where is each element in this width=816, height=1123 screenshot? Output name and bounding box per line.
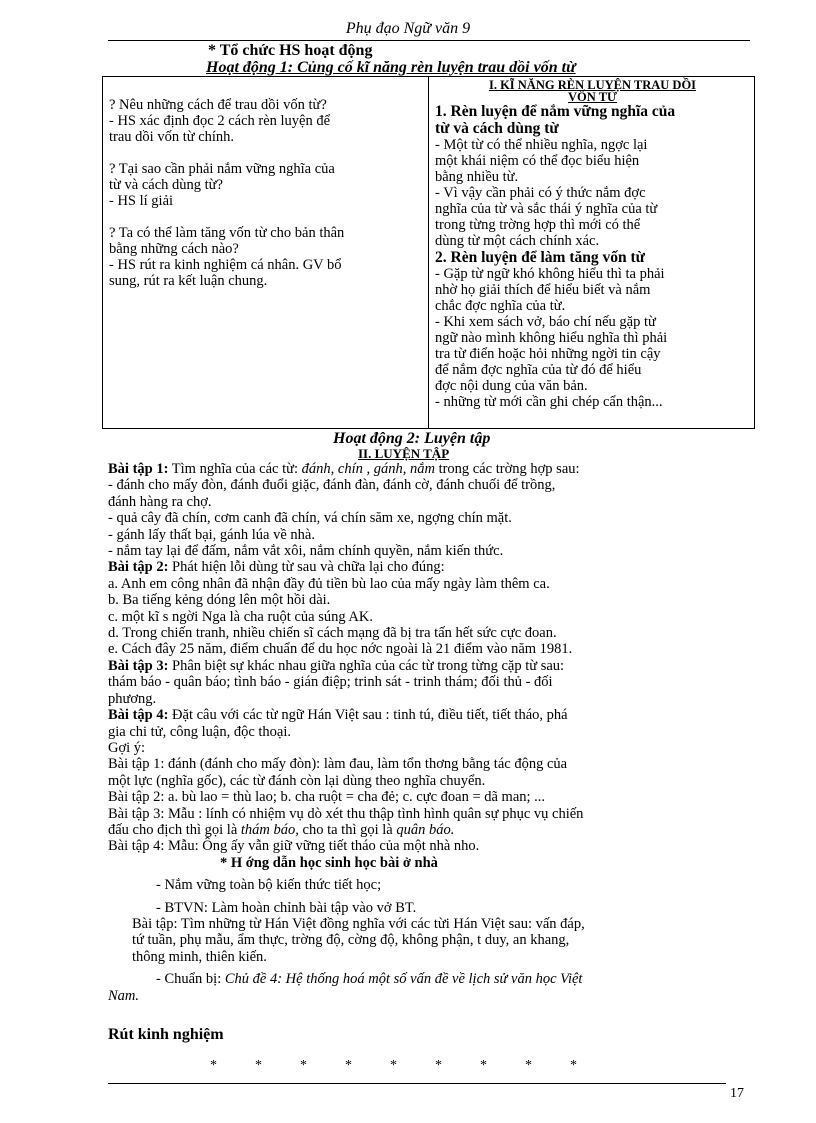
exercise-line: c. một kĩ s ngời Nga là cha ruột của súng AK.: [108, 608, 373, 625]
exercise-line: - nắm tay lại để đấm, nắm vắt xôi, nắm chính quyền, nắm kiến thức.: [108, 543, 504, 560]
content-line: trong từng trờng hợp thì mới có thể: [435, 217, 641, 233]
exercise-line: b. Ba tiếng kẻng dóng lên một hồi dài.: [108, 592, 331, 609]
question-line: bằng những cách nào?: [109, 241, 239, 257]
exercise-line: e. Cách đây 25 năm, điểm chuẩn để du học nớc ngoài là 21 điểm vào năm 1981.: [108, 641, 573, 658]
question-line: - HS rút ra kinh nghiệm cá nhân. GV bổ: [109, 257, 342, 273]
homework-line: tứ tuần, phụ mẫu, ẩm thực, trờng độ, cờng độ, không phận, t duy, an khang,: [132, 932, 570, 949]
content-line: một khái niệm có thể đọc biểu hiện: [435, 153, 640, 169]
hint-line: một lực (nghĩa gốc), các từ đánh còn lại dùng theo nghĩa chuyển.: [108, 772, 486, 789]
question-line: [109, 209, 424, 225]
question-line: [109, 145, 424, 161]
prepare-line-cont: Nam.: [108, 987, 140, 1004]
content-line: nghĩa của từ và sắc thái ý nghĩa của từ: [435, 201, 658, 217]
hint-label: Gợi ý:: [108, 739, 146, 756]
content-line: ngữ nào mình không hiểu nghĩa thì phải: [435, 330, 668, 346]
section1-heading-cont: VỐN TỪ: [568, 90, 617, 104]
star-mark: *: [570, 1058, 577, 1073]
experience-heading: Rút kinh nghiệm: [108, 1026, 224, 1043]
exercise-line: thám báo - quân báo; tình báo - gián điệp; trinh sát - trinh thám; đối thủ - đối: [108, 674, 553, 691]
homework-line: Bài tập: Tìm những từ Hán Việt đồng nghĩa với các từi Hán Việt sau: vấn đáp,: [132, 915, 585, 932]
content-line: - Gặp từ ngữ khó không hiểu thì ta phải: [435, 266, 665, 282]
star-mark: *: [390, 1058, 397, 1073]
star-mark: *: [300, 1058, 307, 1073]
subsection2-title: 2. Rèn luyện để làm tăng vốn từ: [435, 249, 645, 266]
question-line: sung, rút ra kết luận chung.: [109, 273, 268, 289]
organize-heading: * Tổ chức HS hoạt động: [208, 42, 373, 59]
question-line: trau dồi vốn từ chính.: [109, 129, 235, 145]
hint-line: Bài tập 1: đánh (đánh cho mấy đòn): làm đau, làm tổn thơng bằng tác động của: [108, 756, 568, 773]
content-line: chắc đợc nghĩa của từ.: [435, 298, 566, 314]
question-line: - HS xác định đọc 2 cách rèn luyện để: [109, 113, 331, 129]
star-mark: *: [435, 1058, 442, 1073]
activity1-heading: Hoạt động 1: Củng cố kĩ năng rèn luyện trau dồi vốn từ: [206, 59, 576, 76]
prepare-line: - Chuẩn bị: Chủ đề 4: Hệ thống hoá một số vấn đề về lịch sử văn học Việt: [156, 971, 583, 988]
homework-item-2: - BTVN: Làm hoàn chỉnh bài tập vào vở BT.: [156, 899, 417, 916]
content-line: dùng từ một cách chính xác.: [435, 233, 600, 249]
question-line: - HS lí giải: [109, 193, 174, 209]
content-column: [429, 77, 755, 429]
practice-heading: II. LUYỆN TẬP: [358, 446, 450, 461]
star-mark: *: [255, 1058, 262, 1073]
content-line: - Vì vậy cần phải có ý thức nắm đợc: [435, 185, 646, 201]
homework-heading: * H ớng dẫn học sinh học bài ở nhà: [220, 854, 438, 871]
exercise-line: - gánh lấy thất bại, gánh lúa về nhà.: [108, 526, 315, 543]
subsection1-title: 1. Rèn luyện để nắm vững nghĩa của: [435, 103, 676, 120]
star-mark: *: [525, 1058, 532, 1073]
activity-table: [102, 76, 755, 429]
page-header: Phụ đạo Ngữ văn 9: [345, 20, 471, 37]
content-line: nhờ họ giải thích để hiểu biết và nắm: [435, 282, 651, 298]
homework-line: thông minh, thiên kiến.: [132, 948, 267, 965]
exercise-block: [108, 461, 753, 1004]
exercise-line: phương.: [108, 690, 157, 707]
homework-item-1: - Nắm vững toàn bộ kiến thức tiết học;: [156, 877, 382, 894]
content-line: - Một từ có thể nhiều nghĩa, ngợc lại: [435, 137, 648, 153]
exercise-2: Bài tập 2: Phát hiện lỗi dùng từ sau và chữa lại cho đúng:: [108, 559, 445, 576]
header-divider: [108, 40, 750, 41]
content-line: để nắm đợc nghĩa của từ đó để hiểu: [435, 362, 642, 378]
exercise-1: Bài tập 1: Tìm nghĩa của các từ: đánh, chín , gánh, nắm trong các trờng hợp sau:: [108, 461, 580, 477]
question-line: ? Tại sao cần phải nắm vững nghĩa của: [109, 161, 335, 177]
section1-heading: I. KĨ NĂNG RÈN LUYỆN TRAU DỒI: [488, 78, 697, 92]
question-line: ? Ta có thể làm tăng vốn từ cho bản thân: [109, 225, 345, 241]
content-line: - Khi xem sách vở, báo chí nếu gặp từ: [435, 314, 656, 330]
exercise-line: a. Anh em công nhân đã nhận đầy đủ tiền bù lao của mấy ngày làm thêm ca.: [108, 575, 550, 592]
content-line: đợc nội dung của văn bản.: [435, 378, 588, 394]
content-line: tra từ điển hoặc hỏi những ngời tin cậy: [435, 346, 661, 362]
subsection1-title-cont: từ và cách dùng từ: [435, 120, 559, 137]
star-mark: *: [210, 1058, 217, 1073]
content-line: - những từ mới cần ghi chép cẩn thận...: [435, 394, 663, 410]
page-number: 17: [730, 1086, 744, 1101]
exercise-line: - quả cây đã chín, cơm canh đã chín, vá chín săm xe, ngợng chín mặt.: [108, 510, 512, 527]
hint-3-cont: đấu cho địch thì gọi là thám báo, cho ta thì gọi là quân báo.: [108, 821, 455, 838]
question-line: từ và cách dùng từ?: [109, 177, 223, 193]
exercise-line: d. Trong chiến tranh, nhiều chiến sĩ cách mạng đã bị tra tấn hết sức cực đoan.: [108, 625, 557, 642]
exercise-line: - đánh cho mấy đòn, đánh đuổi giặc, đánh đàn, đánh cờ, đánh chuối để trồng,: [108, 477, 556, 494]
content-line: bằng nhiều từ.: [435, 169, 519, 185]
star-mark: *: [345, 1058, 352, 1073]
exercise-3: Bài tập 3: Phân biệt sự khác nhau giữa nghĩa của các từ trong từng cặp từ sau:: [108, 657, 565, 674]
exercise-line: đánh hàng ra chợ.: [108, 493, 212, 510]
question-line: ? Nêu những cách để trau dồi vốn từ?: [109, 97, 327, 113]
activity2-heading: Hoạt động 2: Luyện tập: [333, 430, 491, 447]
hint-2: Bài tập 2: a. bù lao = thù lao; b. cha ruột = cha đẻ; c. cực đoan = dã man; ...: [108, 789, 546, 806]
divider-stars: [210, 1058, 615, 1074]
hint-4: Bài tập 4: Mẫu: Ông ấy vẫn giữ vững tiết tháo của một nhà nho.: [108, 838, 480, 855]
footer-divider: [108, 1083, 726, 1084]
hint-3: Bài tập 3: Mẫu : lính có nhiệm vụ dò xét thu thập tình hình quân sự phục vụ chiến: [108, 805, 584, 822]
teacher-activity-column: [103, 77, 429, 429]
star-mark: *: [480, 1058, 487, 1073]
exercise-line: gia chi tử, công luận, độc thoại.: [108, 723, 292, 740]
exercise-4: Bài tập 4: Đặt câu với các từ ngữ Hán Việt sau : tinh tú, điều tiết, tiết tháo, phá: [108, 707, 568, 724]
